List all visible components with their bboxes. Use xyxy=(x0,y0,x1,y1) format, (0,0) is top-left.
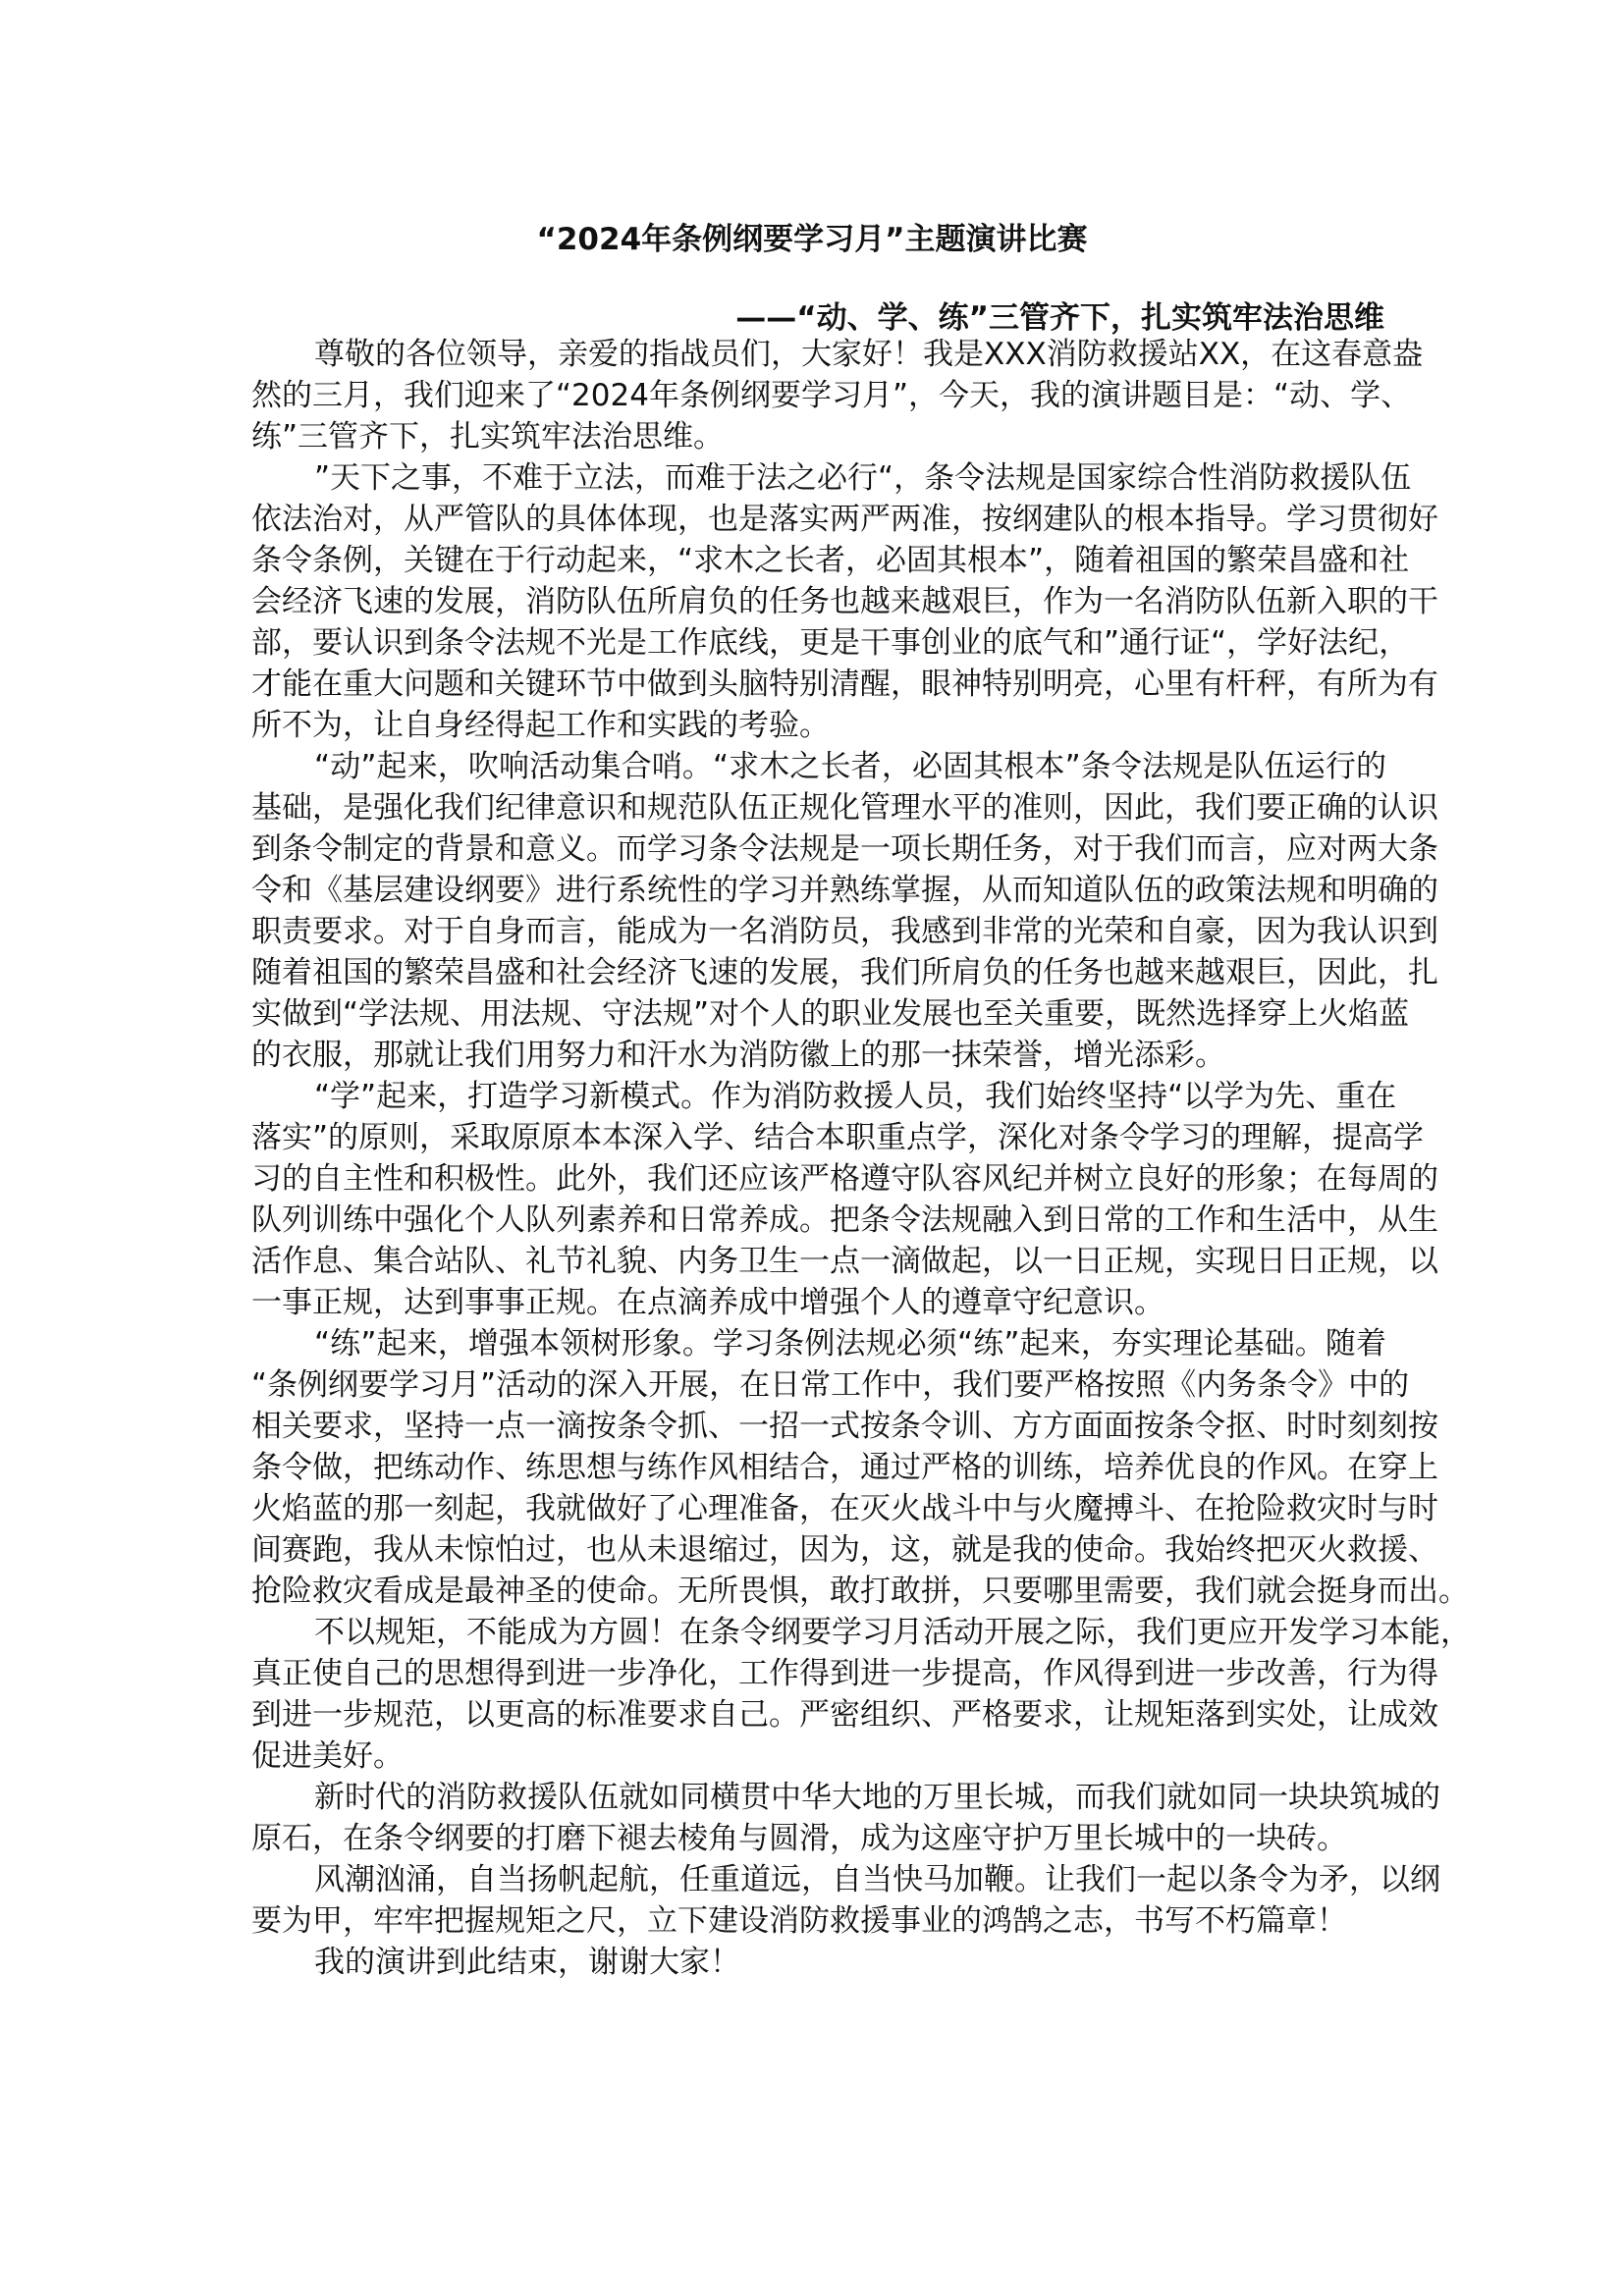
paragraph-line: ”天下之事，不难于立法，而难于法之必行“，条令法规是国家综合性消防救援队伍 xyxy=(314,460,1412,496)
paragraph-line: 部，要认识到条令法规不光是工作底线，更是干事创业的底气和”通行证“，学好法纪， xyxy=(251,625,1410,661)
paragraph xyxy=(251,1777,1440,1859)
document-subtitle: ——“动、学、练”三管齐下，扎实筑牢法治思维 xyxy=(735,300,1384,336)
paragraph-line: 基础，是强化我们纪律意识和规范队伍正规化管理水平的准则，因此，我们要正确的认识 xyxy=(251,790,1438,826)
paragraph xyxy=(251,1076,1438,1323)
paragraph xyxy=(251,457,1438,746)
paragraph-line: 新时代的消防救援队伍就如同横贯中华大地的万里长城，而我们就如同一块块筑城的 xyxy=(314,1780,1440,1815)
paragraph-line: 随着祖国的繁荣昌盛和社会经济飞速的发展，我们所肩负的任务也越来越艰巨，因此，扎 xyxy=(251,955,1438,990)
paragraph-line: 抢险救灾看成是最神圣的使命。无所畏惧，敢打敢拼，只要哪里需要，我们就会挺身而出。 xyxy=(251,1574,1469,1609)
paragraph-line: 到条令制定的背景和意义。而学习条令法规是一项长期任务，对于我们而言，应对两大条 xyxy=(251,831,1438,867)
document-body xyxy=(251,334,1471,1983)
paragraph-line: 队列训练中强化个人队列素养和日常养成。把条令法规融入到日常的工作和生活中，从生 xyxy=(251,1202,1438,1238)
paragraph-line: 尊敬的各位领导，亲爱的指战员们，大家好！我是XXX消防救援站XX，在这春意盎 xyxy=(314,337,1424,372)
paragraph-line: 不以规矩，不能成为方圆！在条令纲要学习月活动开展之际，我们更应开发学习本能， xyxy=(314,1615,1471,1650)
paragraph xyxy=(251,746,1438,1076)
paragraph-line: 风潮汹涌，自当扬帆起航，任重道远，自当快马加鞭。让我们一起以条令为矛，以纲 xyxy=(314,1862,1440,1897)
paragraph-line: 令和《基层建设纲要》进行系统性的学习并熟练掌握，从而知道队伍的政策法规和明确的 xyxy=(251,873,1438,908)
paragraph-line: 促进美好。 xyxy=(251,1738,404,1774)
paragraph-line: 相关要求，坚持一点一滴按条令抓、一招一式按条令训、方方面面按条令抠、时时刻刻按 xyxy=(251,1409,1438,1444)
paragraph xyxy=(251,1612,1471,1777)
paragraph-line: “学”起来，打造学习新模式。作为消防救援人员，我们始终坚持“以学为先、重在 xyxy=(314,1079,1397,1114)
paragraph-line: 落实”的原则，采取原原本本深入学、结合本职重点学，深化对条令学习的理解，提高学 xyxy=(251,1120,1425,1155)
paragraph-line: 实做到“学法规、用法规、守法规”对个人的职业发展也至关重要，既然选择穿上火焰蓝 xyxy=(251,996,1410,1032)
paragraph-line: 依法治对，从严管队的具体体现，也是落实两严两准，按纲建队的根本指导。学习贯彻好 xyxy=(251,502,1438,537)
paragraph-line: 要为甲，牢牢把握规矩之尺，立下建设消防救援事业的鸿鹄之志，书写不朽篇章！ xyxy=(251,1903,1347,1939)
paragraph-line: 条令做，把练动作、练思想与练作风相结合，通过严格的训练，培养优良的作风。在穿上 xyxy=(251,1450,1438,1485)
paragraph-line: “练”起来，增强本领树形象。学习条例法规必须“练”起来，夯实理论基础。随着 xyxy=(314,1326,1386,1362)
paragraph-line: 活作息、集合站队、礼节礼貌、内务卫生一点一滴做起，以一日正规，实现日日正规，以 xyxy=(251,1244,1438,1279)
paragraph-line: 一事正规，达到事事正规。在点滴养成中增强个人的遵章守纪意识。 xyxy=(251,1285,1164,1320)
document-title: “2024年条例纲要学习月”主题演讲比赛 xyxy=(536,222,1088,257)
paragraph-line: 会经济飞速的发展，消防队伍所肩负的任务也越来越艰巨，作为一名消防队伍新入职的干 xyxy=(251,584,1438,619)
paragraph-line: 的衣服，那就让我们用努力和汗水为消防徽上的那一抹荣誉，增光添彩。 xyxy=(251,1038,1225,1073)
paragraph-line: “条例纲要学习月”活动的深入开展，在日常工作中，我们要严格按照《内务条令》中的 xyxy=(251,1367,1410,1403)
paragraph-line: 所不为，让自身经得起工作和实践的考验。 xyxy=(251,708,830,743)
paragraph-line: 到进一步规范，以更高的标准要求自己。严密组织、严格要求，让规矩落到实处，让成效 xyxy=(251,1697,1438,1733)
paragraph xyxy=(251,334,1424,457)
paragraph-line: 间赛跑，我从未惊怕过，也从未退缩过，因为，这，就是我的使命。我始终把灭火救援、 xyxy=(251,1532,1438,1568)
paragraph-line: 才能在重大问题和关键环节中做到头脑特别清醒，眼神特别明亮，心里有杆秤，有所为有 xyxy=(251,667,1438,702)
paragraph-line: 火焰蓝的那一刻起，我就做好了心理准备，在灭火战斗中与火魔搏斗、在抢险救灾时与时 xyxy=(251,1491,1438,1526)
paragraph xyxy=(251,1859,1440,1942)
paragraph-line: 条令条例，关键在于行动起来，“求木之长者，必固其根本”，随着祖国的繁荣昌盛和社 xyxy=(251,543,1410,578)
paragraph xyxy=(251,1942,1386,1983)
paragraph-line: 职责要求。对于自身而言，能成为一名消防员，我感到非常的光荣和自豪，因为我认识到 xyxy=(251,914,1438,949)
paragraph-line: 真正使自己的思想得到进一步净化，工作得到进一步提高，作风得到进一步改善，行为得 xyxy=(251,1656,1438,1691)
paragraph-line: “动”起来，吹响活动集合哨。“求木之长者，必固其根本”条令法规是队伍运行的 xyxy=(314,749,1386,784)
paragraph-line: 我的演讲到此结束，谢谢大家！ xyxy=(314,1945,740,1980)
paragraph xyxy=(251,1323,1469,1612)
paragraph-line: 习的自主性和积极性。此外，我们还应该严格遵守队容风纪并树立良好的形象；在每周的 xyxy=(251,1161,1438,1197)
paragraph-line: 练”三管齐下，扎实筑牢法治思维。 xyxy=(251,419,725,454)
paragraph-line: 原石，在条令纲要的打磨下褪去棱角与圆滑，成为这座守护万里长城中的一块砖。 xyxy=(251,1821,1347,1856)
paragraph-line: 然的三月，我们迎来了“2024年条例纲要学习月”，今天，我的演讲题目是：“动、学、 xyxy=(251,378,1412,413)
